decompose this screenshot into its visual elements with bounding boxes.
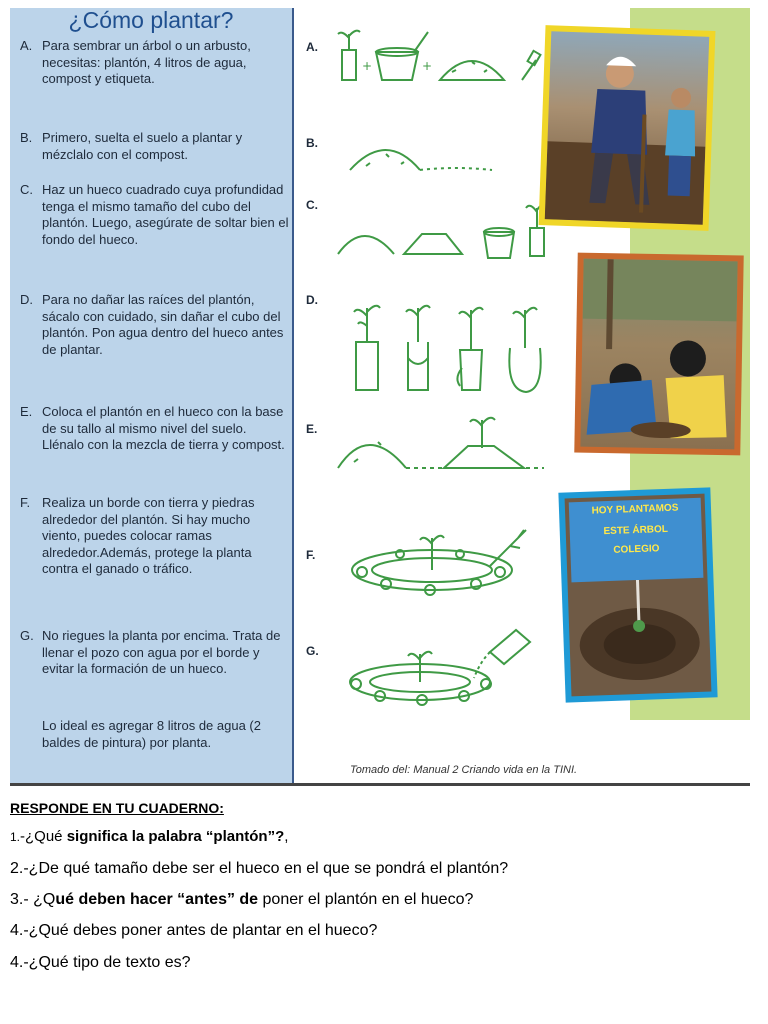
question-number: 1. [10, 830, 21, 844]
figure-letter-d: D. [306, 293, 318, 307]
step-text: Haz un hueco cuadrado cuya profundidad tenga el mismo tamaño del cubo del plantón. Luego, asegúrate de soltar bien el fondo del hueco. [42, 182, 289, 247]
step-text: No riegues la planta por encima. Trata de llenar el pozo con agua por el borde y evitar la formación de un hueco. [42, 628, 281, 676]
figure-b-soil-mound [346, 130, 496, 180]
figure-f-stone-border [340, 520, 540, 600]
figure-letter-e: E. [306, 422, 318, 436]
svg-text:+: + [362, 59, 373, 73]
svg-text:+: + [422, 59, 433, 73]
panel-title: ¿Cómo plantar? [68, 8, 234, 33]
question-text: -¿Qué [20, 828, 67, 845]
water-note: Lo ideal es agregar 8 litros de agua (2 baldes de pintura) por planta. [42, 718, 261, 750]
poster-line: ESTE ÁRBOL [603, 523, 669, 538]
question-1 [10, 828, 288, 845]
figure-d-remove-pot [350, 298, 550, 398]
step-letter: D. [20, 292, 33, 307]
photo-planting-tree [539, 25, 716, 231]
figure-letter-c: C. [306, 198, 318, 212]
step-text: Primero, suelta el suelo a plantar y mézclalo con el compost. [42, 130, 243, 162]
question-5: 4.-¿Qué tipo de texto es? [10, 954, 191, 971]
figure-a-materials [332, 22, 542, 92]
step-letter: F. [20, 495, 31, 510]
step-letter: E. [20, 404, 33, 419]
figure-e-place-plant [334, 412, 554, 482]
questions-header: RESPONDE EN TU CUADERNO: [10, 800, 224, 816]
step-letter: G. [20, 628, 34, 643]
question-text: , [284, 828, 289, 845]
figure-letter-b: B. [306, 136, 318, 150]
step-letter: C. [20, 182, 33, 197]
step-text: Realiza un borde con tierra y piedras alrededor del plantón. Si hay mucho viento, puedes colocar ramas alrededor.Además, protege la planta contra el ganado o tráfico. [42, 495, 255, 576]
question-text: 3.- ¿Q [10, 891, 56, 908]
question-text: poner el plantón en el hueco? [258, 891, 474, 908]
source-note: Tomado del: Manual 2 Criando vida en la TINI. [350, 764, 578, 776]
step-letter: A. [20, 38, 33, 53]
poster-line: HOY PLANTAMOS [591, 502, 679, 517]
step-text: Coloca el plantón en el hueco con la base de su tallo al mismo nivel del suelo. Llénalo con la mezcla de tierra y compost. [42, 404, 285, 452]
step-letter: B. [20, 130, 33, 145]
figure-g-watering [340, 622, 540, 712]
step-text: Para no dañar las raíces del plantón, sácalo con cuidado, sin dañar el cubo del plantón. Pon agua dentro del hueco antes de plantar. [42, 292, 284, 357]
figure-letter-f: F. [306, 548, 316, 562]
figure-c-hole [334, 198, 564, 268]
question-4: 4.-¿Qué debes poner antes de plantar en el hueco? [10, 922, 378, 939]
instructions-panel [10, 8, 294, 783]
worksheet-image [10, 8, 750, 786]
divider [10, 783, 750, 786]
question-bold: ué deben hacer “antes” de [55, 891, 259, 908]
poster-line: COLEGIO [613, 543, 660, 556]
figure-letter-a: A. [306, 40, 318, 54]
step-text: Para sembrar un árbol o un arbusto, necesitas: plantón, 4 litros de agua, compost y etiqueta. [42, 38, 251, 86]
question-2: 2.-¿De qué tamaño debe ser el hueco en el que se pondrá el plantón? [10, 860, 509, 877]
figure-letter-g: G. [306, 644, 319, 658]
photo-children-planting [574, 253, 743, 456]
question-bold: significa la palabra “plantón”? [66, 828, 285, 845]
photo-planted-tree-poster [558, 487, 717, 702]
question-3 [10, 891, 473, 909]
